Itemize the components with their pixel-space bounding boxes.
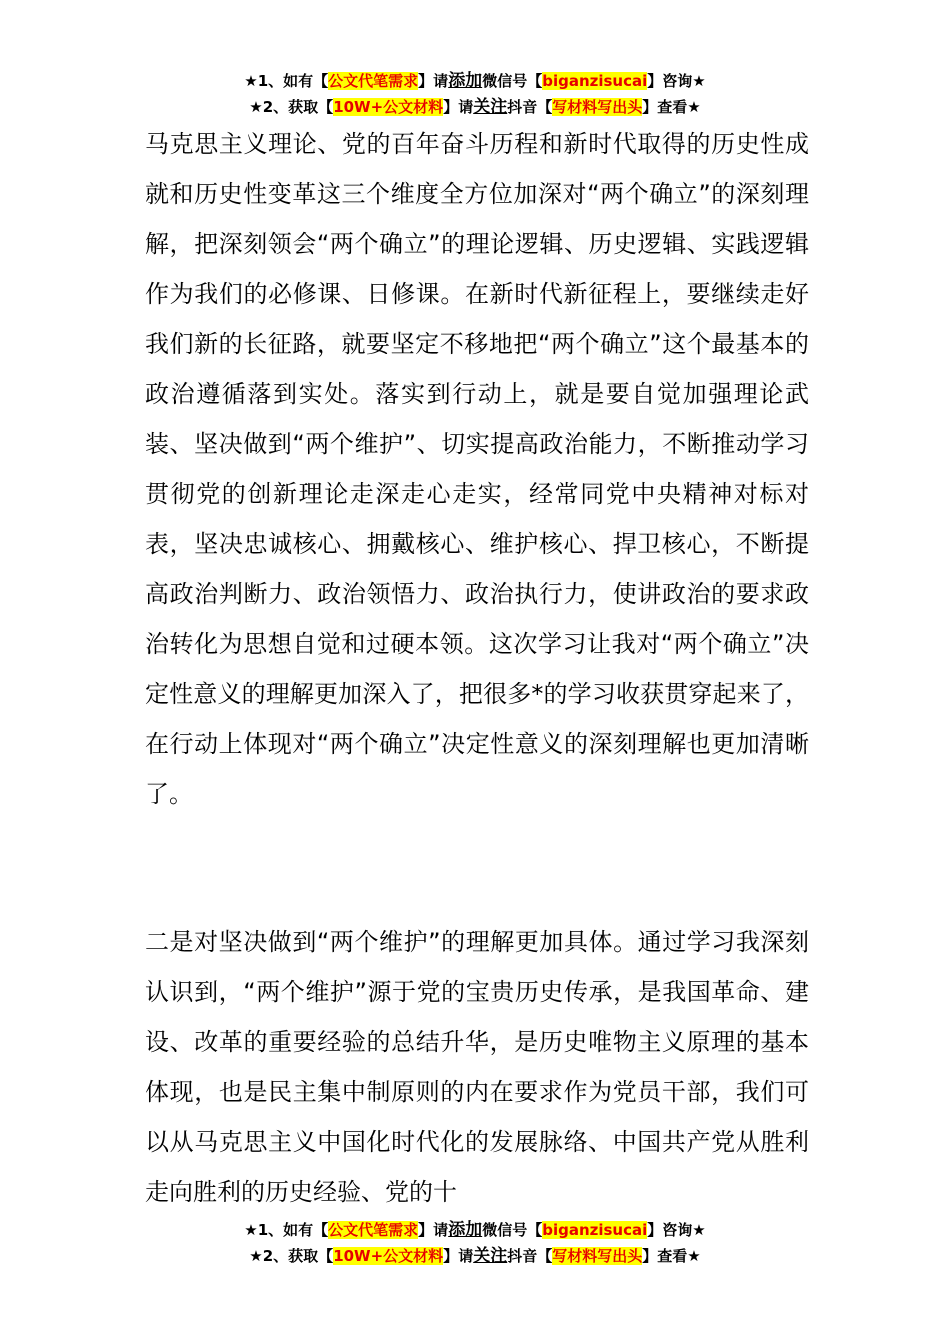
banner-line-2 (0, 94, 950, 120)
banner-text: ★1、如有【 (244, 1221, 329, 1239)
banner-text: 】查看★ (642, 98, 701, 116)
banner-emphasis: 关注 (473, 97, 508, 117)
banner-text: 】请 (418, 1221, 449, 1239)
header-banner (0, 68, 950, 120)
banner-text: ★1、如有【 (244, 72, 329, 90)
banner-highlight: 10W+公文材料 (333, 1247, 444, 1265)
banner-text: ★2、获取【 (249, 1247, 334, 1265)
banner-text: ★2、获取【 (249, 98, 334, 116)
banner-line-1 (0, 68, 950, 94)
banner-line-2 (0, 1243, 950, 1269)
banner-text: 】请 (443, 1247, 474, 1265)
banner-highlight: biganzisucai (542, 1221, 648, 1239)
banner-highlight: 写材料写出头 (552, 1247, 643, 1265)
banner-emphasis: 添加 (448, 1220, 483, 1240)
banner-text: 】请 (443, 98, 474, 116)
banner-line-1 (0, 1217, 950, 1243)
banner-highlight: 写材料写出头 (552, 98, 643, 116)
banner-highlight: 公文代笔需求 (328, 72, 419, 90)
banner-text: 微信号【 (482, 72, 543, 90)
banner-text: 微信号【 (482, 1221, 543, 1239)
banner-text: 】查看★ (642, 1247, 701, 1265)
footer-banner (0, 1217, 950, 1269)
banner-text: 抖音【 (507, 1247, 553, 1265)
banner-emphasis: 关注 (473, 1246, 508, 1266)
paragraph-text: 马克思主义理论、党的百年奋斗历程和新时代取得的历史性成就和历史性变革这三个维度全方位加深对“两个确立”的深刻理解，把深刻领会“两个确立”的理论逻辑、历史逻辑、实践逻辑作为我们的必修课、日修课。在新时代新征程上，要继续走好我们新的长征路，就要坚定不移地把“两个确立”这个最基本的政治遵循落到实处。落实到行动上，就是要自觉加强理论武装、坚决做到“两个维护”、切实提高政治能力，不断推动学习贯彻党的创新理论走深走心走实，经常同党中央精神对标对表，坚决忠诚核心、拥戴核心、维护核心、捍卫核心，不断提高政治判断力、政治领悟力、政治执行力，使讲政治的要求政治转化为思想自觉和过硬本领。这次学习让我对“两个确立”决定性意义的理解更加深入了，把很多*的学习收获贯穿起来了，在行动上体现对“两个确立”决定性意义的深刻理解也更加清晰了。 (145, 130, 809, 808)
banner-emphasis: 添加 (448, 71, 483, 91)
banner-highlight: 10W+公文材料 (333, 98, 444, 116)
paragraph-text: 二是对坚决做到“两个维护”的理解更加具体。通过学习我深刻认识到，“两个维护”源于党的宝贵历史传承，是我国革命、建设、改革的重要经验的总结升华，是历史唯物主义原理的基本体现，也是民主集中制原则的内在要求作为党员干部，我们可以从马克思主义中国化时代化的发展脉络、中国共产党从胜利走向胜利的历史经验、党的十 (145, 928, 809, 1206)
banner-text: 】咨询★ (647, 1221, 706, 1239)
banner-text: 】咨询★ (647, 72, 706, 90)
banner-highlight: 公文代笔需求 (328, 1221, 419, 1239)
banner-text: 抖音【 (507, 98, 553, 116)
banner-highlight: biganzisucai (542, 72, 648, 90)
body-paragraph-2 (145, 917, 809, 1217)
banner-text: 】请 (418, 72, 449, 90)
body-paragraph-1 (145, 119, 809, 819)
